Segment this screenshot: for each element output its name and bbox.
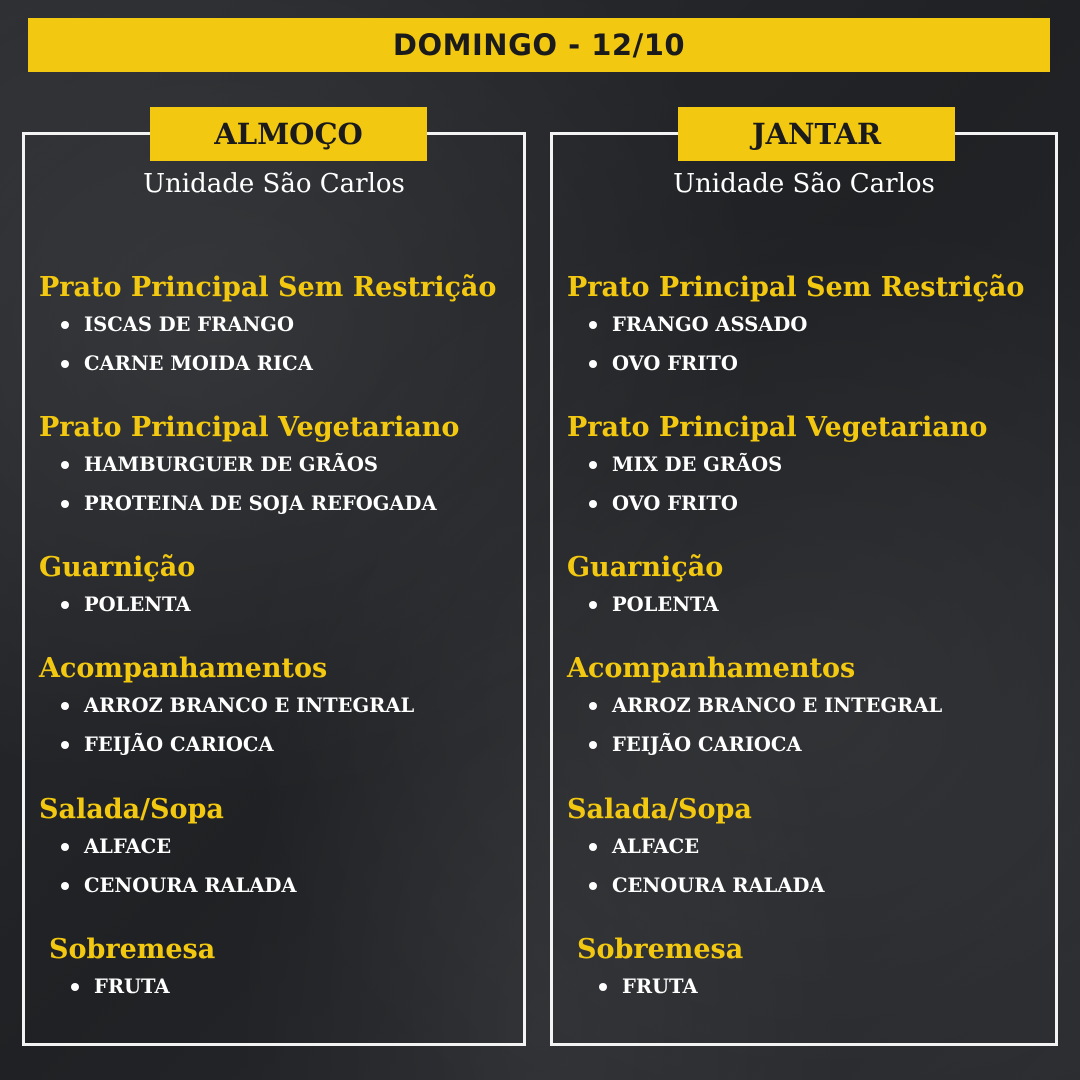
section-title: Prato Principal Vegetariano — [39, 412, 460, 443]
lunch-unit: Unidade São Carlos — [143, 169, 405, 199]
bullet-icon — [589, 500, 597, 508]
bullet-icon — [599, 983, 607, 991]
bullet-icon — [61, 741, 69, 749]
section-title: Prato Principal Vegetariano — [567, 412, 988, 443]
section-title: Salada/Sopa — [567, 794, 752, 825]
lunch-section-side — [39, 551, 515, 624]
bullet-icon — [61, 500, 69, 508]
dinner-section-main — [567, 271, 1047, 383]
list-item: CENOURA RALADA — [567, 866, 1047, 905]
list-item: FRANGO ASSADO — [567, 305, 1047, 344]
lunch-header — [150, 107, 427, 161]
list-item: OVO FRITO — [567, 484, 1047, 523]
lunch-section-salad — [39, 793, 515, 905]
lunch-section-accompaniments — [39, 652, 515, 764]
lunch-section-dessert — [49, 933, 515, 1006]
section-title: Salada/Sopa — [39, 794, 224, 825]
list-item: POLENTA — [39, 585, 515, 624]
list-item: POLENTA — [567, 585, 1047, 624]
bullet-icon — [589, 741, 597, 749]
section-title: Guarnição — [39, 552, 196, 583]
bullet-icon — [61, 843, 69, 851]
dinner-section-dessert — [577, 933, 1047, 1006]
lunch-title: ALMOÇO — [214, 117, 363, 151]
dinner-section-salad — [567, 793, 1047, 905]
section-title: Sobremesa — [577, 934, 744, 965]
dinner-panel — [550, 117, 1058, 1046]
list-item: ISCAS DE FRANGO — [39, 305, 515, 344]
list-item: FRUTA — [577, 967, 1047, 1006]
bullet-icon — [589, 601, 597, 609]
bullet-icon — [589, 702, 597, 710]
date-title: DOMINGO - 12/10 — [392, 28, 686, 62]
list-item: FEIJÃO CARIOCA — [567, 725, 1047, 764]
bullet-icon — [71, 983, 79, 991]
dinner-header — [678, 107, 955, 161]
bullet-icon — [61, 321, 69, 329]
list-item: ALFACE — [567, 827, 1047, 866]
list-item: ARROZ BRANCO E INTEGRAL — [39, 686, 515, 725]
lunch-section-vegetarian — [39, 411, 515, 523]
dinner-section-side — [567, 551, 1047, 624]
list-item: HAMBURGUER DE GRÃOS — [39, 445, 515, 484]
bullet-icon — [61, 360, 69, 368]
bullet-icon — [61, 702, 69, 710]
dinner-section-vegetarian — [567, 411, 1047, 523]
section-title: Sobremesa — [49, 934, 216, 965]
section-title: Acompanhamentos — [39, 653, 328, 684]
section-title: Acompanhamentos — [567, 653, 856, 684]
date-banner — [28, 18, 1050, 72]
dinner-unit: Unidade São Carlos — [673, 169, 935, 199]
bullet-icon — [589, 360, 597, 368]
list-item: ALFACE — [39, 827, 515, 866]
lunch-section-main — [39, 271, 515, 383]
list-item: FEIJÃO CARIOCA — [39, 725, 515, 764]
bullet-icon — [589, 461, 597, 469]
bullet-icon — [61, 882, 69, 890]
section-title: Prato Principal Sem Restrição — [567, 272, 1025, 303]
bullet-icon — [589, 882, 597, 890]
section-title: Guarnição — [567, 552, 724, 583]
bullet-icon — [589, 321, 597, 329]
bullet-icon — [589, 843, 597, 851]
section-title: Prato Principal Sem Restrição — [39, 272, 497, 303]
lunch-panel — [22, 117, 526, 1046]
list-item: CARNE MOIDA RICA — [39, 344, 515, 383]
dinner-title: JANTAR — [751, 117, 882, 151]
bullet-icon — [61, 601, 69, 609]
list-item: FRUTA — [49, 967, 515, 1006]
list-item: MIX DE GRÃOS — [567, 445, 1047, 484]
list-item: OVO FRITO — [567, 344, 1047, 383]
list-item: CENOURA RALADA — [39, 866, 515, 905]
list-item: PROTEINA DE SOJA REFOGADA — [39, 484, 515, 523]
list-item: ARROZ BRANCO E INTEGRAL — [567, 686, 1047, 725]
bullet-icon — [61, 461, 69, 469]
dinner-section-accompaniments — [567, 652, 1047, 764]
